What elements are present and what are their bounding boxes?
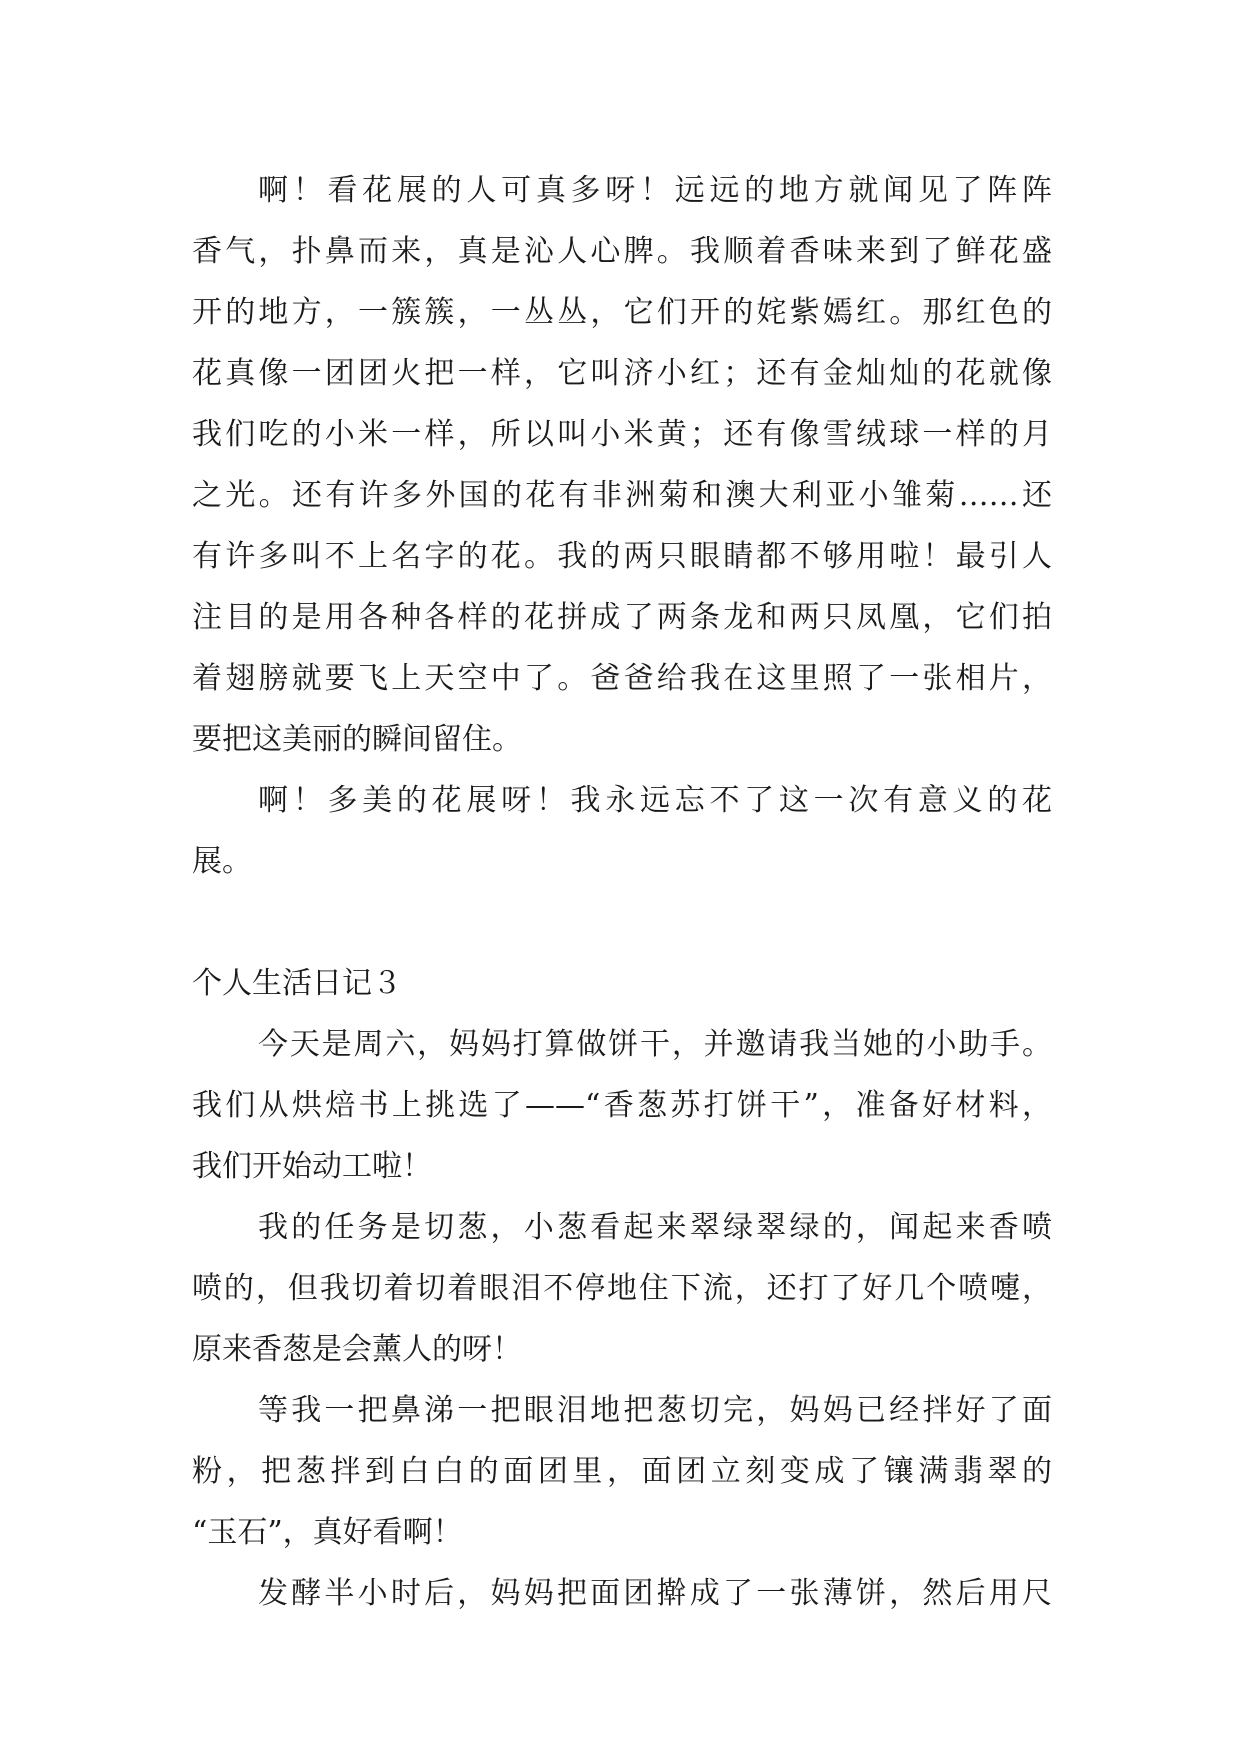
text-line: 开的地方，一簇簇，一丛丛，它们开的姹紫嫣红。那红色的 — [192, 295, 1052, 330]
text-line: 要把这美丽的瞬间留住。 — [192, 722, 522, 757]
paragraph — [192, 1563, 1052, 1624]
text-line: 注目的是用各种各样的花拼成了两条龙和两只凤凰，它们拍 — [192, 600, 1052, 635]
paragraph — [192, 1380, 1052, 1563]
text-line: 之光。还有许多外国的花有非洲菊和澳大利亚小雏菊……还 — [192, 478, 1052, 513]
text-line: 我们从烘焙书上挑选了——“香葱苏打饼干”，准备好材料， — [192, 1088, 1052, 1123]
text-line: 有许多叫不上名字的花。我的两只眼睛都不够用啦！最引人 — [192, 539, 1052, 574]
paragraph — [192, 160, 1052, 770]
text-line: 着翅膀就要飞上天空中了。爸爸给我在这里照了一张相片， — [192, 661, 1052, 696]
text-line: 今天是周六，妈妈打算做饼干，并邀请我当她的小助手。 — [258, 1027, 1052, 1062]
text-line: 花真像一团团火把一样，它叫济小红；还有金灿灿的花就像 — [192, 356, 1052, 391]
text-line: 我的任务是切葱，小葱看起来翠绿翠绿的，闻起来香喷 — [258, 1210, 1052, 1245]
text-line: 发酵半小时后，妈妈把面团擀成了一张薄饼，然后用尺 — [258, 1576, 1052, 1611]
text-line: 展。 — [192, 844, 252, 879]
text-line: 香气，扑鼻而来，真是沁人心脾。我顺着香味来到了鲜花盛 — [192, 234, 1052, 269]
paragraph — [192, 1014, 1052, 1197]
text-line: 喷的，但我切着切着眼泪不停地住下流，还打了好几个喷嚏， — [192, 1271, 1052, 1306]
text-line: “玉石”，真好看啊！ — [192, 1515, 463, 1550]
text-line: 啊！看花展的人可真多呀！远远的地方就闻见了阵阵 — [258, 173, 1052, 208]
section-heading: 个人生活日记３ — [192, 966, 402, 1001]
document-page — [192, 160, 1052, 1624]
paragraph — [192, 1197, 1052, 1380]
paragraph — [192, 770, 1052, 892]
text-line: 粉，把葱拌到白白的面团里，面团立刻变成了镶满翡翠的 — [192, 1454, 1052, 1489]
text-line: 等我一把鼻涕一把眼泪地把葱切完，妈妈已经拌好了面 — [258, 1393, 1052, 1428]
text-line: 我们吃的小米一样，所以叫小米黄；还有像雪绒球一样的月 — [192, 417, 1052, 452]
text-line: 我们开始动工啦！ — [192, 1149, 432, 1184]
text-line: 啊！多美的花展呀！我永远忘不了这一次有意义的花 — [258, 783, 1052, 818]
text-line: 原来香葱是会薰人的呀！ — [192, 1332, 522, 1367]
